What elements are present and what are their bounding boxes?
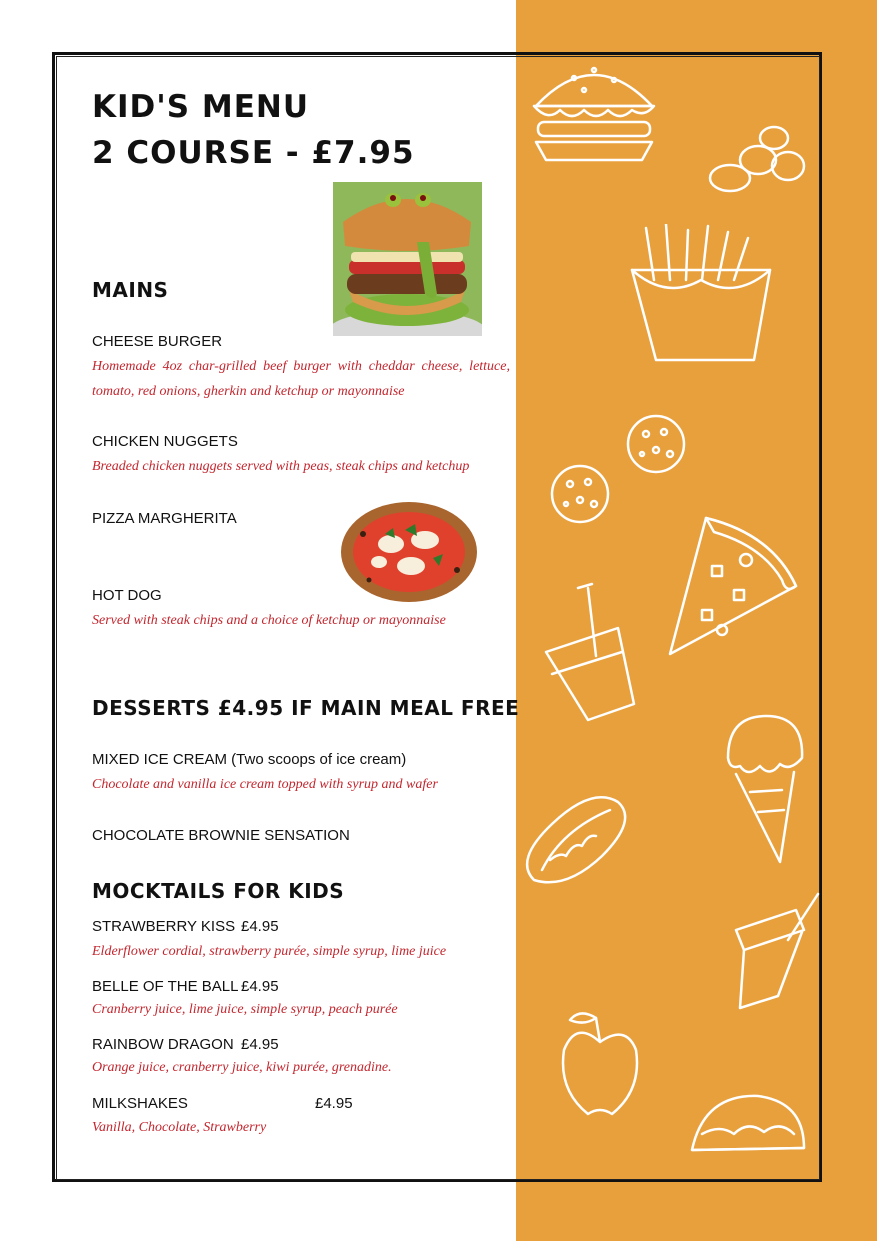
- mocktail-item-name: BELLE OF THE BALL: [92, 978, 239, 995]
- potato-icon: [700, 120, 810, 200]
- ice-cream-cone-icon: [720, 712, 810, 872]
- menu-title: [92, 84, 415, 176]
- mocktails-heading: MOCKTAILS FOR KIDS: [92, 879, 345, 903]
- mocktail-item-name: STRAWBERRY KISS: [92, 918, 236, 935]
- dessert-item-name: CHOCOLATE BROWNIE SENSATION: [92, 827, 350, 844]
- mocktail-item-price: £4.95: [241, 978, 279, 995]
- mocktail-item-price: £4.95: [241, 918, 279, 935]
- dessert-item-name: MIXED ICE CREAM (Two scoops of ice cream): [92, 751, 407, 768]
- main-item-name: CHICKEN NUGGETS: [92, 433, 238, 450]
- mocktail-item-description: Elderflower cordial, strawberry purée, simple syrup, lime juice: [92, 944, 447, 959]
- apple-icon: [556, 1010, 646, 1120]
- pizza-slice-icon: [662, 510, 802, 660]
- cookie-icon: [624, 412, 688, 476]
- main-item-description: Homemade 4oz char-grilled beef burger with cheddar cheese, lettuce, tomato, red onions, gherkin and ketchup or mayonnaise: [92, 359, 510, 399]
- mocktail-item-name: RAINBOW DRAGON: [92, 1036, 234, 1053]
- mocktail-item-name: MILKSHAKES: [92, 1095, 188, 1112]
- taco-icon: [686, 1090, 810, 1174]
- pizza-photo: [339, 500, 478, 604]
- fries-icon: [626, 224, 776, 364]
- burger-icon: [524, 52, 664, 172]
- soda-cup-icon: [700, 890, 830, 1020]
- cookie-icon: [548, 462, 612, 526]
- mocktail-item-description: Orange juice, cranberry juice, kiwi purée, grenadine.: [92, 1060, 392, 1075]
- main-item-name: HOT DOG: [92, 587, 162, 604]
- menu-title-line-2: 2 COURSE - £7.95: [92, 135, 415, 171]
- desserts-heading: DESSERTS £4.95 IF MAIN MEAL FREE: [92, 696, 520, 720]
- drink-cup-icon: [538, 582, 648, 732]
- main-item-description: Served with steak chips and a choice of ketchup or mayonnaise: [92, 613, 446, 628]
- menu-title-line-1: KID'S MENU: [92, 89, 310, 125]
- dessert-item-description: Chocolate and vanilla ice cream topped with syrup and wafer: [92, 777, 438, 792]
- hot-dog-icon: [522, 790, 636, 894]
- main-item-name: CHEESE BURGER: [92, 333, 223, 350]
- burger-photo: [333, 182, 482, 336]
- mocktail-item-description: Cranberry juice, lime juice, simple syrup, peach purée: [92, 1002, 398, 1017]
- mocktail-item-price: £4.95: [241, 1036, 279, 1053]
- mocktail-item-description: Vanilla, Chocolate, Strawberry: [92, 1120, 267, 1135]
- main-item-description: Breaded chicken nuggets served with peas, steak chips and ketchup: [92, 459, 470, 474]
- main-item-name: PIZZA MARGHERITA: [92, 510, 237, 527]
- mains-heading: MAINS: [92, 278, 169, 302]
- mocktail-item-price: £4.95: [315, 1095, 353, 1112]
